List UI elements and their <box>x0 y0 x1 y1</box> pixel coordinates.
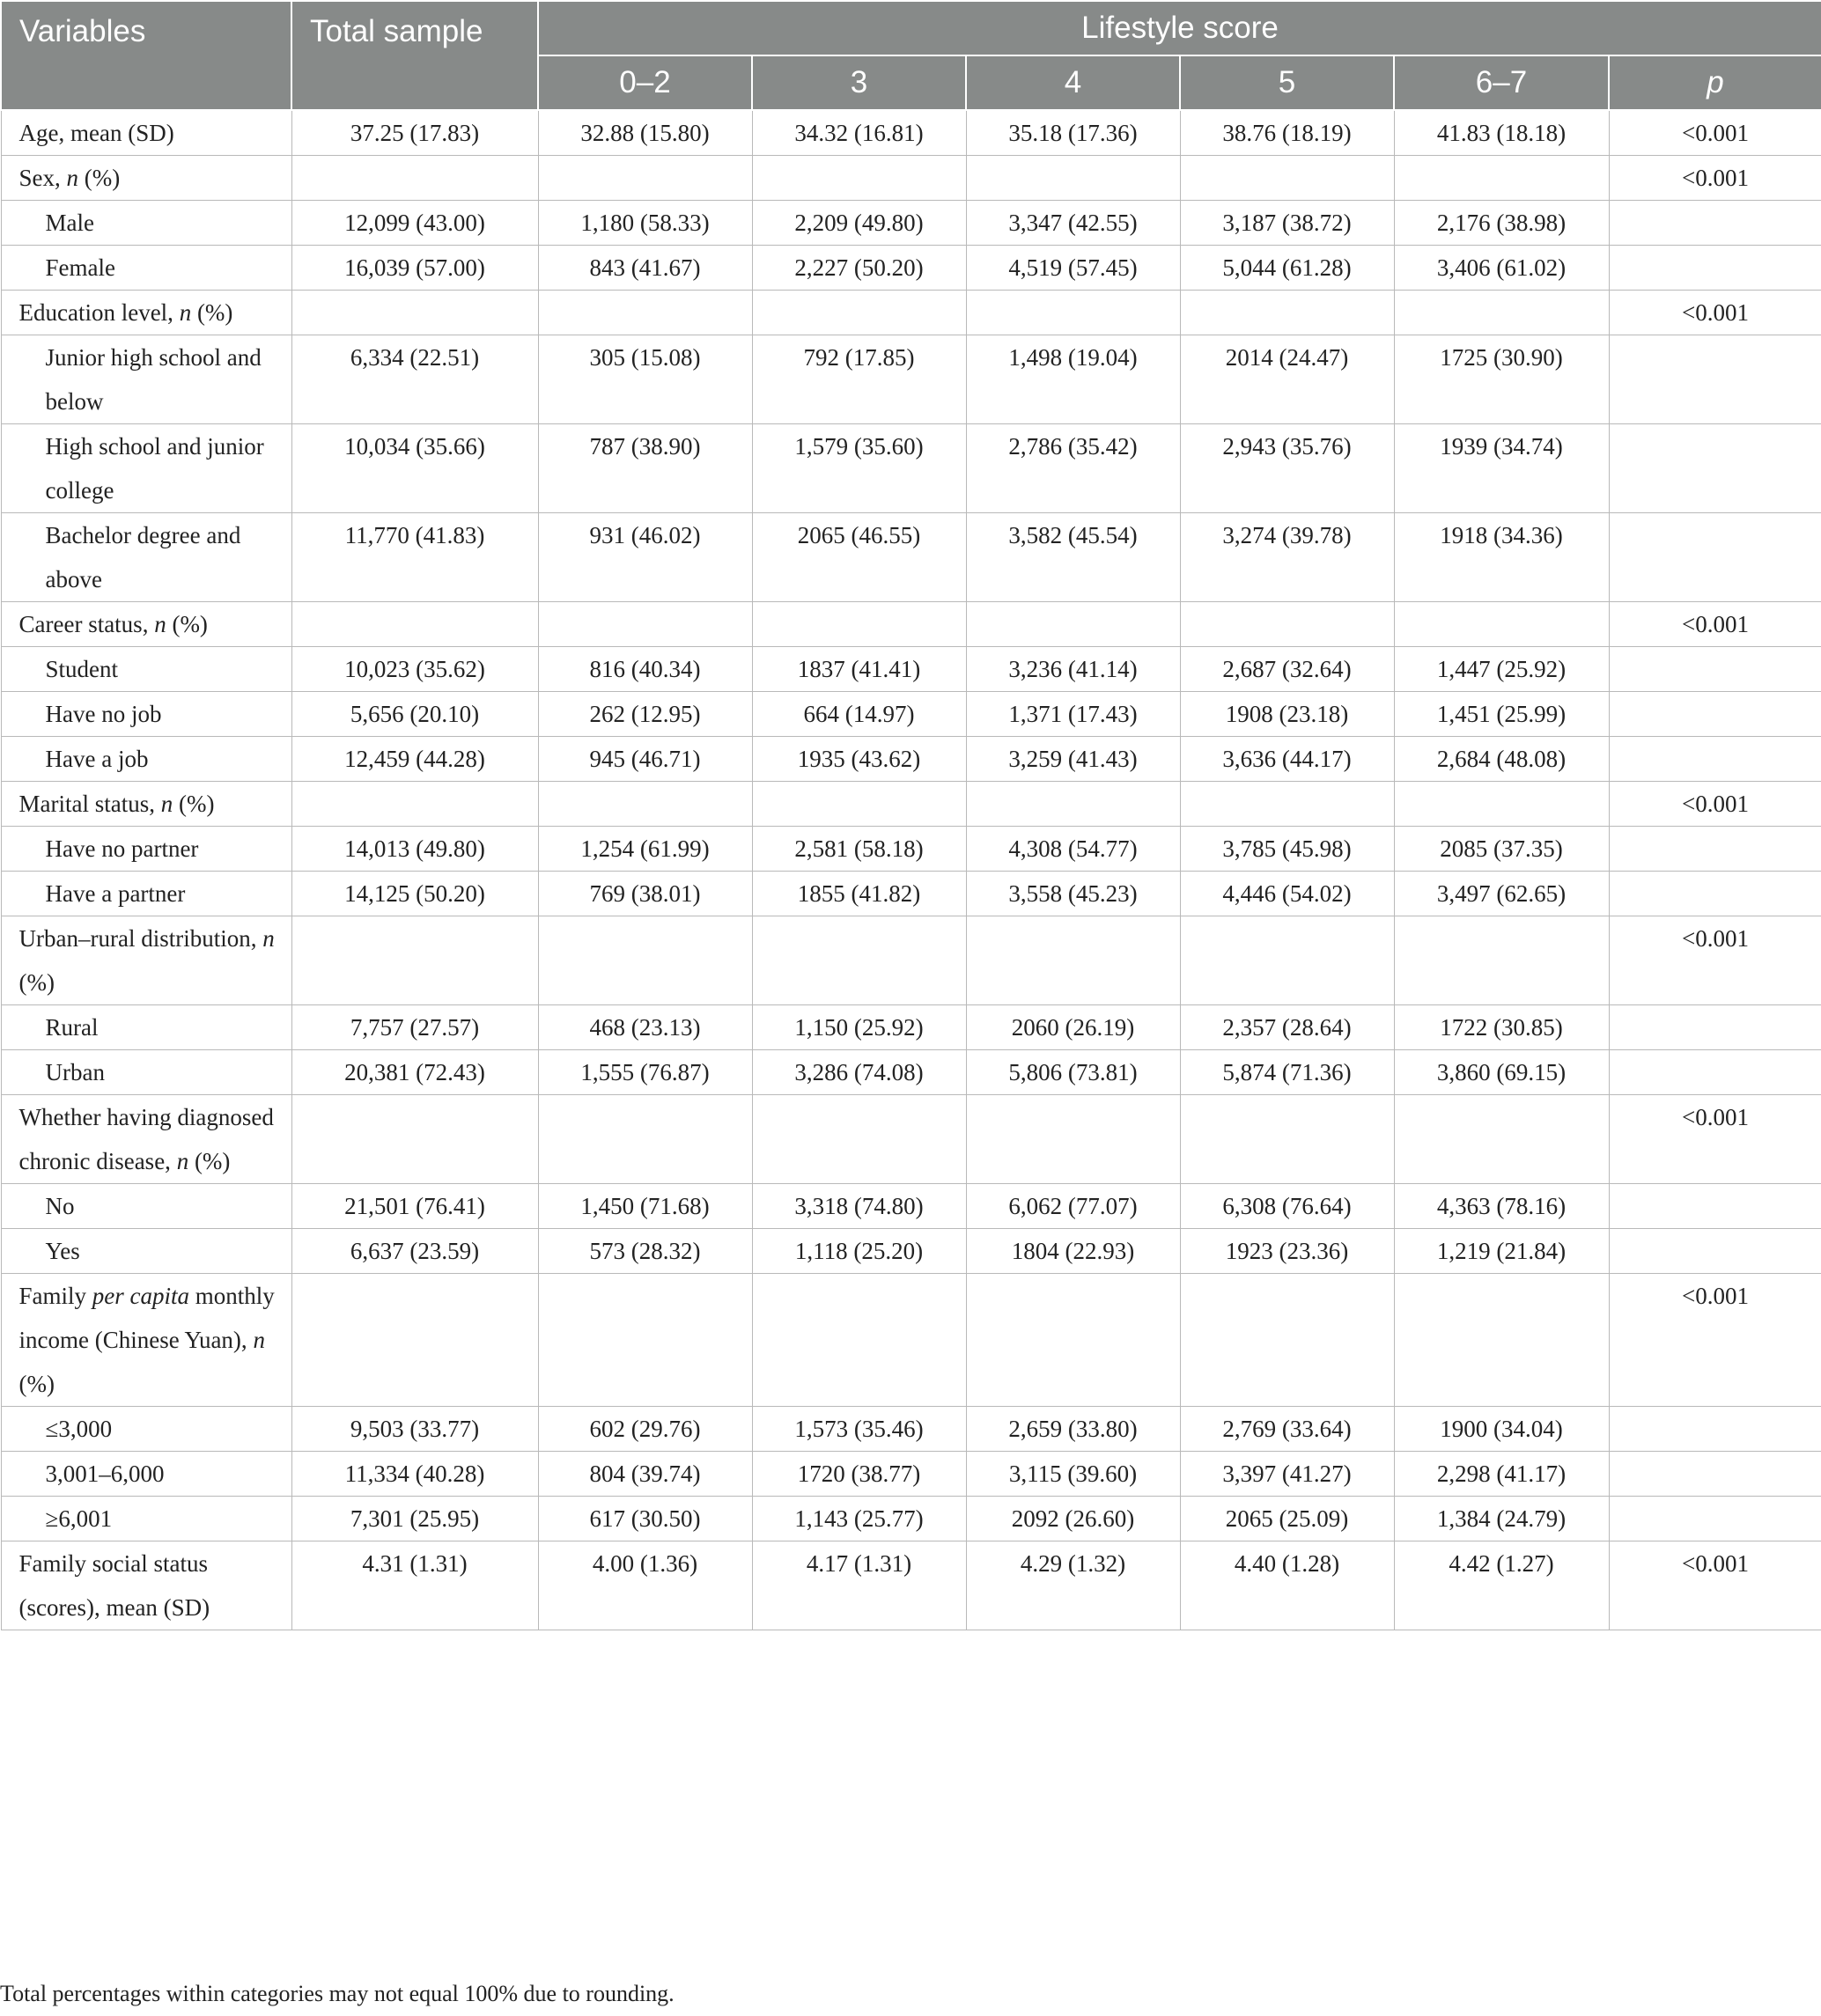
table-cell: 37.25 (17.83) <box>291 110 538 156</box>
table-cell <box>1394 916 1609 1005</box>
table-cell: 931 (46.02) <box>538 513 752 602</box>
table-cell: 3,347 (42.55) <box>966 201 1180 246</box>
p-value-cell <box>1609 1497 1821 1541</box>
table-cell <box>1180 782 1394 827</box>
row-label-text: High school and junior college <box>45 433 264 504</box>
table-row <box>1 1452 1821 1497</box>
table-cell: 4.29 (1.32) <box>966 1541 1180 1630</box>
row-sublabel <box>1 827 291 872</box>
table-cell <box>1180 291 1394 335</box>
table-cell: 573 (28.32) <box>538 1229 752 1274</box>
table-row <box>1 827 1821 872</box>
p-value-cell <box>1609 1407 1821 1452</box>
table-cell: 1939 (34.74) <box>1394 424 1609 513</box>
table-cell <box>1394 782 1609 827</box>
table-row <box>1 1050 1821 1095</box>
table-cell: 816 (40.34) <box>538 647 752 692</box>
row-label-text: Family social status (scores), mean (SD) <box>18 1550 210 1621</box>
table-cell: 602 (29.76) <box>538 1407 752 1452</box>
row-label-text: Female <box>45 254 115 281</box>
table-cell: 1855 (41.82) <box>752 872 966 916</box>
table-cell: 1,254 (61.99) <box>538 827 752 872</box>
table-cell: 4,446 (54.02) <box>1180 872 1394 916</box>
table-cell: 38.76 (18.19) <box>1180 110 1394 156</box>
table-cell: 5,806 (73.81) <box>966 1050 1180 1095</box>
table-cell: 5,874 (71.36) <box>1180 1050 1394 1095</box>
table-cell: 1804 (22.93) <box>966 1229 1180 1274</box>
table-cell: 3,860 (69.15) <box>1394 1050 1609 1095</box>
table-cell: 4.00 (1.36) <box>538 1541 752 1630</box>
row-label-text: n <box>176 1148 189 1174</box>
table-row <box>1 246 1821 291</box>
row-label-text: monthly income (Chinese Yuan), <box>18 1283 275 1353</box>
table-cell: 2,659 (33.80) <box>966 1407 1180 1452</box>
row-label-text: Age, mean (SD) <box>18 120 174 146</box>
table-cell: 1918 (34.36) <box>1394 513 1609 602</box>
table-cell: 2,687 (32.64) <box>1180 647 1394 692</box>
header-total-sample: Total sample <box>291 2 538 110</box>
table-cell: 14,125 (50.20) <box>291 872 538 916</box>
row-label-text: Urban–rural distribution, <box>18 925 263 952</box>
table-cell: 2,357 (28.64) <box>1180 1005 1394 1050</box>
table-row <box>1 335 1821 424</box>
table-cell: 617 (30.50) <box>538 1497 752 1541</box>
table-cell: 2065 (46.55) <box>752 513 966 602</box>
data-table <box>0 2 1821 1630</box>
table-cell: 14,013 (49.80) <box>291 827 538 872</box>
table-row <box>1 872 1821 916</box>
table-cell: 1725 (30.90) <box>1394 335 1609 424</box>
table-cell: 787 (38.90) <box>538 424 752 513</box>
table-cell: 1,573 (35.46) <box>752 1407 966 1452</box>
row-label-text: Urban <box>45 1059 105 1085</box>
p-value-cell <box>1609 1184 1821 1229</box>
table-cell: 1935 (43.62) <box>752 737 966 782</box>
table-cell: 41.83 (18.18) <box>1394 110 1609 156</box>
row-sublabel <box>1 647 291 692</box>
table-cell: 2,176 (38.98) <box>1394 201 1609 246</box>
header-variables: Variables <box>1 2 291 110</box>
table-cell: 945 (46.71) <box>538 737 752 782</box>
table-cell: 9,503 (33.77) <box>291 1407 538 1452</box>
table-cell <box>291 1274 538 1407</box>
row-sublabel <box>1 1050 291 1095</box>
table-header <box>1 2 1821 110</box>
table-row <box>1 1274 1821 1407</box>
table-cell <box>538 782 752 827</box>
table-cell: 32.88 (15.80) <box>538 110 752 156</box>
header-group-5: 5 <box>1180 55 1394 110</box>
table-cell <box>291 291 538 335</box>
table-cell <box>538 1095 752 1184</box>
row-label-text: (%) <box>78 165 121 191</box>
table-cell: 11,770 (41.83) <box>291 513 538 602</box>
row-label-text: n <box>154 611 166 637</box>
p-value-cell <box>1609 1005 1821 1050</box>
p-value-cell: <0.001 <box>1609 110 1821 156</box>
table-cell: 1,384 (24.79) <box>1394 1497 1609 1541</box>
table-cell <box>1180 1274 1394 1407</box>
row-label-text: n <box>179 299 192 326</box>
p-value-cell: <0.001 <box>1609 1541 1821 1630</box>
table-row <box>1 647 1821 692</box>
row-label-text: Education level, <box>18 299 180 326</box>
table-cell: 4.17 (1.31) <box>752 1541 966 1630</box>
row-sublabel <box>1 692 291 737</box>
p-value-cell <box>1609 1050 1821 1095</box>
p-value-cell <box>1609 1452 1821 1497</box>
row-label-text: No <box>45 1193 75 1219</box>
table-cell: 4,363 (78.16) <box>1394 1184 1609 1229</box>
p-value-cell <box>1609 692 1821 737</box>
table-cell <box>966 156 1180 201</box>
p-value-cell <box>1609 424 1821 513</box>
table-cell <box>291 782 538 827</box>
table-cell: 2,769 (33.64) <box>1180 1407 1394 1452</box>
row-label-text: ≤3,000 <box>45 1416 113 1442</box>
row-label-text: Junior high school and below <box>45 344 262 415</box>
table-cell: 305 (15.08) <box>538 335 752 424</box>
table-cell: 1720 (38.77) <box>752 1452 966 1497</box>
table-cell <box>966 1095 1180 1184</box>
table-cell: 16,039 (57.00) <box>291 246 538 291</box>
table-cell: 34.32 (16.81) <box>752 110 966 156</box>
p-value-cell <box>1609 201 1821 246</box>
row-sublabel <box>1 335 291 424</box>
table-cell: 10,034 (35.66) <box>291 424 538 513</box>
row-label-text: ≥6,001 <box>45 1505 113 1532</box>
table-cell: 11,334 (40.28) <box>291 1452 538 1497</box>
table-cell: 1,451 (25.99) <box>1394 692 1609 737</box>
table-cell <box>752 156 966 201</box>
table-cell <box>538 291 752 335</box>
table-cell <box>1394 291 1609 335</box>
table-cell: 6,334 (22.51) <box>291 335 538 424</box>
table-cell: 4.42 (1.27) <box>1394 1541 1609 1630</box>
table-row <box>1 110 1821 156</box>
row-label-text: Have a partner <box>45 880 186 907</box>
table-cell <box>752 1274 966 1407</box>
row-label-text: Family <box>18 1283 92 1309</box>
row-label-text: (%) <box>191 299 233 326</box>
table-cell: 2085 (37.35) <box>1394 827 1609 872</box>
table-cell: 3,286 (74.08) <box>752 1050 966 1095</box>
table-cell: 2060 (26.19) <box>966 1005 1180 1050</box>
table-cell: 7,757 (27.57) <box>291 1005 538 1050</box>
table-body <box>1 110 1821 1630</box>
header-group-4: 4 <box>966 55 1180 110</box>
row-sublabel <box>1 1184 291 1229</box>
table-cell: 3,397 (41.27) <box>1180 1452 1394 1497</box>
table-cell: 3,318 (74.80) <box>752 1184 966 1229</box>
table-cell <box>966 602 1180 647</box>
row-label-text: (%) <box>188 1148 231 1174</box>
table-cell: 3,636 (44.17) <box>1180 737 1394 782</box>
table-cell: 5,044 (61.28) <box>1180 246 1394 291</box>
row-label-text: Student <box>45 656 119 682</box>
table-cell <box>966 291 1180 335</box>
table-cell: 2014 (24.47) <box>1180 335 1394 424</box>
table-cell: 2,786 (35.42) <box>966 424 1180 513</box>
table-cell <box>752 602 966 647</box>
row-label <box>1 602 291 647</box>
row-label <box>1 1274 291 1407</box>
row-sublabel <box>1 246 291 291</box>
row-sublabel <box>1 1005 291 1050</box>
table-cell <box>1394 602 1609 647</box>
table-row <box>1 782 1821 827</box>
table-row <box>1 1541 1821 1630</box>
table-footnote: Total percentages within categories may not equal 100% due to rounding. <box>0 1981 675 2006</box>
table-cell: 5,656 (20.10) <box>291 692 538 737</box>
table-cell <box>538 602 752 647</box>
row-label <box>1 291 291 335</box>
table-cell: 1,143 (25.77) <box>752 1497 966 1541</box>
table-cell: 3,582 (45.54) <box>966 513 1180 602</box>
row-label-text: n <box>160 791 173 817</box>
table-cell: 1923 (23.36) <box>1180 1229 1394 1274</box>
table-cell: 843 (41.67) <box>538 246 752 291</box>
table-cell: 664 (14.97) <box>752 692 966 737</box>
table-cell <box>291 916 538 1005</box>
table-cell <box>1180 916 1394 1005</box>
table-cell: 2,581 (58.18) <box>752 827 966 872</box>
row-label-text: Sex, <box>18 165 67 191</box>
table-cell <box>291 1095 538 1184</box>
table-cell <box>1394 156 1609 201</box>
table-cell: 1,180 (58.33) <box>538 201 752 246</box>
table-cell: 769 (38.01) <box>538 872 752 916</box>
row-label-text: Whether having diagnosed chronic disease, <box>18 1104 274 1174</box>
table-row <box>1 1497 1821 1541</box>
table-cell: 20,381 (72.43) <box>291 1050 538 1095</box>
table-cell: 3,558 (45.23) <box>966 872 1180 916</box>
header-group-3: 3 <box>752 55 966 110</box>
table-cell: 6,308 (76.64) <box>1180 1184 1394 1229</box>
table-cell: 1908 (23.18) <box>1180 692 1394 737</box>
row-sublabel <box>1 1452 291 1497</box>
table-cell: 4.31 (1.31) <box>291 1541 538 1630</box>
table-row <box>1 424 1821 513</box>
header-group-6-7: 6–7 <box>1394 55 1609 110</box>
p-value-cell: <0.001 <box>1609 1095 1821 1184</box>
p-value-cell <box>1609 872 1821 916</box>
row-label-text: (%) <box>18 969 55 996</box>
table-cell: 3,259 (41.43) <box>966 737 1180 782</box>
row-label-text: Marital status, <box>18 791 161 817</box>
row-label-text: Have a job <box>45 746 149 772</box>
table-cell: 12,459 (44.28) <box>291 737 538 782</box>
table-cell: 1,450 (71.68) <box>538 1184 752 1229</box>
p-value-cell: <0.001 <box>1609 156 1821 201</box>
table-row <box>1 1229 1821 1274</box>
table-cell: 4,308 (54.77) <box>966 827 1180 872</box>
row-label <box>1 1095 291 1184</box>
row-label-text: (%) <box>173 791 215 817</box>
table-cell: 7,301 (25.95) <box>291 1497 538 1541</box>
table-row <box>1 916 1821 1005</box>
table-cell <box>752 916 966 1005</box>
table-row <box>1 291 1821 335</box>
table-cell: 3,274 (39.78) <box>1180 513 1394 602</box>
row-label-text: Have no job <box>45 701 162 727</box>
row-label-text: n <box>66 165 78 191</box>
row-label-text: (%) <box>18 1371 55 1397</box>
table-cell: 2092 (26.60) <box>966 1497 1180 1541</box>
row-label-text: Yes <box>45 1238 80 1264</box>
row-label <box>1 1541 291 1630</box>
table-container <box>0 2 1821 1630</box>
table-cell: 3,497 (62.65) <box>1394 872 1609 916</box>
header-p-value: p <box>1609 55 1821 110</box>
row-label <box>1 156 291 201</box>
table-cell: 1837 (41.41) <box>752 647 966 692</box>
p-value-cell <box>1609 335 1821 424</box>
row-label-text: n <box>262 925 275 952</box>
table-cell <box>966 916 1180 1005</box>
table-cell: 1,118 (25.20) <box>752 1229 966 1274</box>
header-group-0-2: 0–2 <box>538 55 752 110</box>
table-row <box>1 737 1821 782</box>
row-label-text: Bachelor degree and above <box>45 522 241 592</box>
table-cell: 2,227 (50.20) <box>752 246 966 291</box>
table-cell: 1,555 (76.87) <box>538 1050 752 1095</box>
p-value-cell <box>1609 246 1821 291</box>
table-row <box>1 602 1821 647</box>
table-cell: 2065 (25.09) <box>1180 1497 1394 1541</box>
row-label <box>1 916 291 1005</box>
p-value-cell <box>1609 827 1821 872</box>
table-cell: 1,150 (25.92) <box>752 1005 966 1050</box>
header-lifestyle-score: Lifestyle score <box>538 2 1821 55</box>
row-label <box>1 110 291 156</box>
row-label-text: (%) <box>166 611 208 637</box>
table-cell <box>1180 156 1394 201</box>
table-cell: 2,209 (49.80) <box>752 201 966 246</box>
table-cell: 6,062 (77.07) <box>966 1184 1180 1229</box>
row-sublabel <box>1 1229 291 1274</box>
table-cell <box>1180 1095 1394 1184</box>
p-value-cell <box>1609 1229 1821 1274</box>
row-label-text: Career status, <box>18 611 155 637</box>
table-cell: 4.40 (1.28) <box>1180 1541 1394 1630</box>
table-cell: 468 (23.13) <box>538 1005 752 1050</box>
table-cell: 2,943 (35.76) <box>1180 424 1394 513</box>
row-label-text: n <box>253 1327 265 1353</box>
table-cell <box>752 291 966 335</box>
table-cell: 262 (12.95) <box>538 692 752 737</box>
table-cell <box>291 602 538 647</box>
table-cell <box>966 782 1180 827</box>
table-row <box>1 1184 1821 1229</box>
table-row <box>1 692 1821 737</box>
p-value-cell: <0.001 <box>1609 916 1821 1005</box>
table-cell: 792 (17.85) <box>752 335 966 424</box>
table-cell <box>538 916 752 1005</box>
table-cell: 35.18 (17.36) <box>966 110 1180 156</box>
p-value-cell: <0.001 <box>1609 291 1821 335</box>
table-row <box>1 156 1821 201</box>
row-label-text: 3,001–6,000 <box>45 1460 165 1487</box>
table-cell: 1,447 (25.92) <box>1394 647 1609 692</box>
row-label-text: Rural <box>45 1014 99 1041</box>
table-cell: 12,099 (43.00) <box>291 201 538 246</box>
row-sublabel <box>1 201 291 246</box>
table-cell: 3,785 (45.98) <box>1180 827 1394 872</box>
table-cell <box>966 1274 1180 1407</box>
row-sublabel <box>1 424 291 513</box>
row-label-text: Male <box>45 210 94 236</box>
table-cell: 3,236 (41.14) <box>966 647 1180 692</box>
table-cell: 6,637 (23.59) <box>291 1229 538 1274</box>
table-cell: 21,501 (76.41) <box>291 1184 538 1229</box>
table-cell: 2,298 (41.17) <box>1394 1452 1609 1497</box>
table-cell: 4,519 (57.45) <box>966 246 1180 291</box>
table-cell <box>291 156 538 201</box>
table-cell: 10,023 (35.62) <box>291 647 538 692</box>
table-cell: 804 (39.74) <box>538 1452 752 1497</box>
table-cell <box>538 1274 752 1407</box>
table-cell: 3,187 (38.72) <box>1180 201 1394 246</box>
table-cell: 3,115 (39.60) <box>966 1452 1180 1497</box>
row-label-text: Have no partner <box>45 835 199 862</box>
table-row <box>1 1407 1821 1452</box>
p-value-cell: <0.001 <box>1609 602 1821 647</box>
p-value-cell: <0.001 <box>1609 1274 1821 1407</box>
table-cell <box>752 782 966 827</box>
table-cell: 1,219 (21.84) <box>1394 1229 1609 1274</box>
table-row <box>1 1005 1821 1050</box>
p-value-cell: <0.001 <box>1609 782 1821 827</box>
table-cell: 1,579 (35.60) <box>752 424 966 513</box>
table-cell: 1722 (30.85) <box>1394 1005 1609 1050</box>
row-sublabel <box>1 737 291 782</box>
table-row <box>1 201 1821 246</box>
table-cell: 1,371 (17.43) <box>966 692 1180 737</box>
table-cell: 1,498 (19.04) <box>966 335 1180 424</box>
table-cell <box>1394 1274 1609 1407</box>
table-cell: 1900 (34.04) <box>1394 1407 1609 1452</box>
row-sublabel <box>1 872 291 916</box>
row-label-text: per capita <box>92 1283 189 1309</box>
table-cell <box>1394 1095 1609 1184</box>
p-value-cell <box>1609 647 1821 692</box>
table-cell <box>752 1095 966 1184</box>
table-cell: 2,684 (48.08) <box>1394 737 1609 782</box>
table-cell <box>1180 602 1394 647</box>
table-cell <box>538 156 752 201</box>
table-row <box>1 513 1821 602</box>
row-sublabel <box>1 513 291 602</box>
row-sublabel <box>1 1497 291 1541</box>
row-sublabel <box>1 1407 291 1452</box>
p-value-cell <box>1609 737 1821 782</box>
row-label <box>1 782 291 827</box>
p-value-cell <box>1609 513 1821 602</box>
table-cell: 3,406 (61.02) <box>1394 246 1609 291</box>
table-row <box>1 1095 1821 1184</box>
